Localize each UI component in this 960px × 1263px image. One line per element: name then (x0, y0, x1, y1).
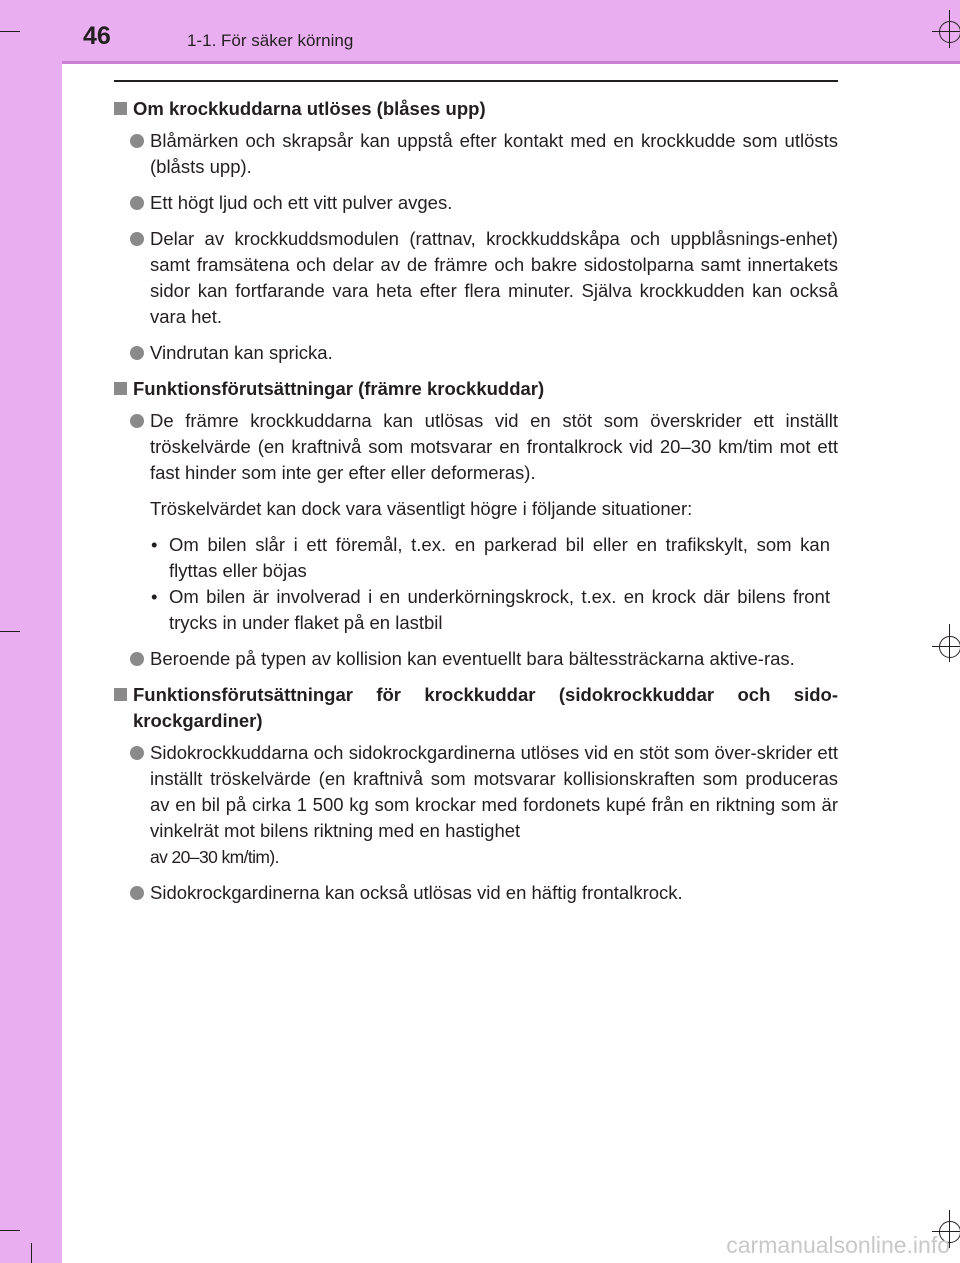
registration-mark-mid-right-v (949, 624, 950, 662)
header-rule (114, 80, 838, 82)
registration-mark-top-right-h (932, 31, 960, 32)
heading-front-airbag-conditions: Funktionsförutsättningar (främre krockkuddar) (114, 376, 838, 402)
round-bullet-icon (130, 346, 144, 360)
bullet-text-main: Sidokrockkuddarna och sidokrockgardinerna utlöses vid en stöt som över-skrider ett inställt tröskelvärde (en kraftnivå som motsvarar kollisionskraften som produceras av en bil på cirka 1 500 kg som krockar med fordonets kupé från en riktning som är vinkelrät mot bilens riktning med en hastighet (150, 742, 838, 841)
bullet-item: Delar av krockkuddsmodulen (rattnav, krockkuddskåpa och uppblåsnings-enhet) samt framsätena och delar av de främre och bakre sidostolparna samt innertakets sidor kan fortfarande vara heta efter flera minuter. Själva krockkudden kan också vara het. (114, 226, 838, 330)
bullet-item: De främre krockkuddarna kan utlösas vid en stöt som överskrider ett inställt tröskelvärde (en kraftnivå som motsvarar en frontalkrock vid 20–30 km/tim mot ett fast hinder som inte ger efter eller deformeras). (114, 408, 838, 486)
round-bullet-icon (130, 414, 144, 428)
sub-bullet-item: • Om bilen slår i ett föremål, t.ex. en parkerad bil eller en trafikskylt, som kan flyttas eller böjas (151, 534, 830, 581)
page-content (114, 96, 838, 916)
round-bullet-icon (130, 652, 144, 666)
sub-bullet-item: • Om bilen är involverad i en underkörningskrock, t.ex. en krock där bilens front trycks in under flaket på en lastbil (151, 586, 830, 633)
page-number: 46 (83, 22, 111, 50)
heading-side-airbag-conditions: Funktionsförutsättningar för krockkuddar (sidokrockkuddar och sido-krockgardiner) (114, 682, 838, 734)
square-bullet-icon (114, 102, 127, 115)
round-bullet-icon (130, 886, 144, 900)
section-title: 1-1. För säker körning (187, 31, 354, 50)
square-bullet-icon (114, 382, 127, 395)
bullet-item: Ett högt ljud och ett vitt pulver avges. (114, 190, 838, 216)
paragraph-threshold: Tröskelvärdet kan dock vara väsentligt högre i följande situationer: (150, 498, 693, 519)
crop-mark-mid-left (0, 631, 20, 632)
registration-mark-mid-right-h (932, 646, 960, 647)
crop-mark-bottom-left-v (31, 1243, 32, 1263)
round-bullet-icon (130, 232, 144, 246)
sub-bullet-marker: • (151, 534, 158, 555)
sub-bullet-marker: • (151, 586, 158, 607)
bullet-item: Vindrutan kan spricka. (114, 340, 838, 366)
bullet-item: Blåmärken och skrapsår kan uppstå efter kontakt med en krockkudde som utlösts (blåsts upp). (114, 128, 838, 180)
registration-mark-top-right-v (949, 10, 950, 48)
heading-deployment: Om krockkuddarna utlöses (blåses upp) (114, 96, 838, 122)
bullet-item: Beroende på typen av kollision kan eventuellt bara bältessträckarna aktive-ras. (114, 646, 838, 672)
round-bullet-icon (130, 134, 144, 148)
crop-mark-top-left (0, 31, 20, 32)
round-bullet-icon (130, 746, 144, 760)
watermark: carmanualsonline.info (726, 1232, 950, 1258)
round-bullet-icon (130, 196, 144, 210)
bullet-text-tail: av 20–30 km/tim). (150, 847, 279, 867)
bullet-item: Sidokrockgardinerna kan också utlösas vid en häftig frontalkrock. (114, 880, 838, 906)
bullet-item (114, 740, 838, 870)
header-rule-colored (62, 61, 960, 64)
square-bullet-icon (114, 688, 127, 701)
top-color-band (0, 0, 960, 62)
crop-mark-bottom-left (0, 1230, 20, 1231)
